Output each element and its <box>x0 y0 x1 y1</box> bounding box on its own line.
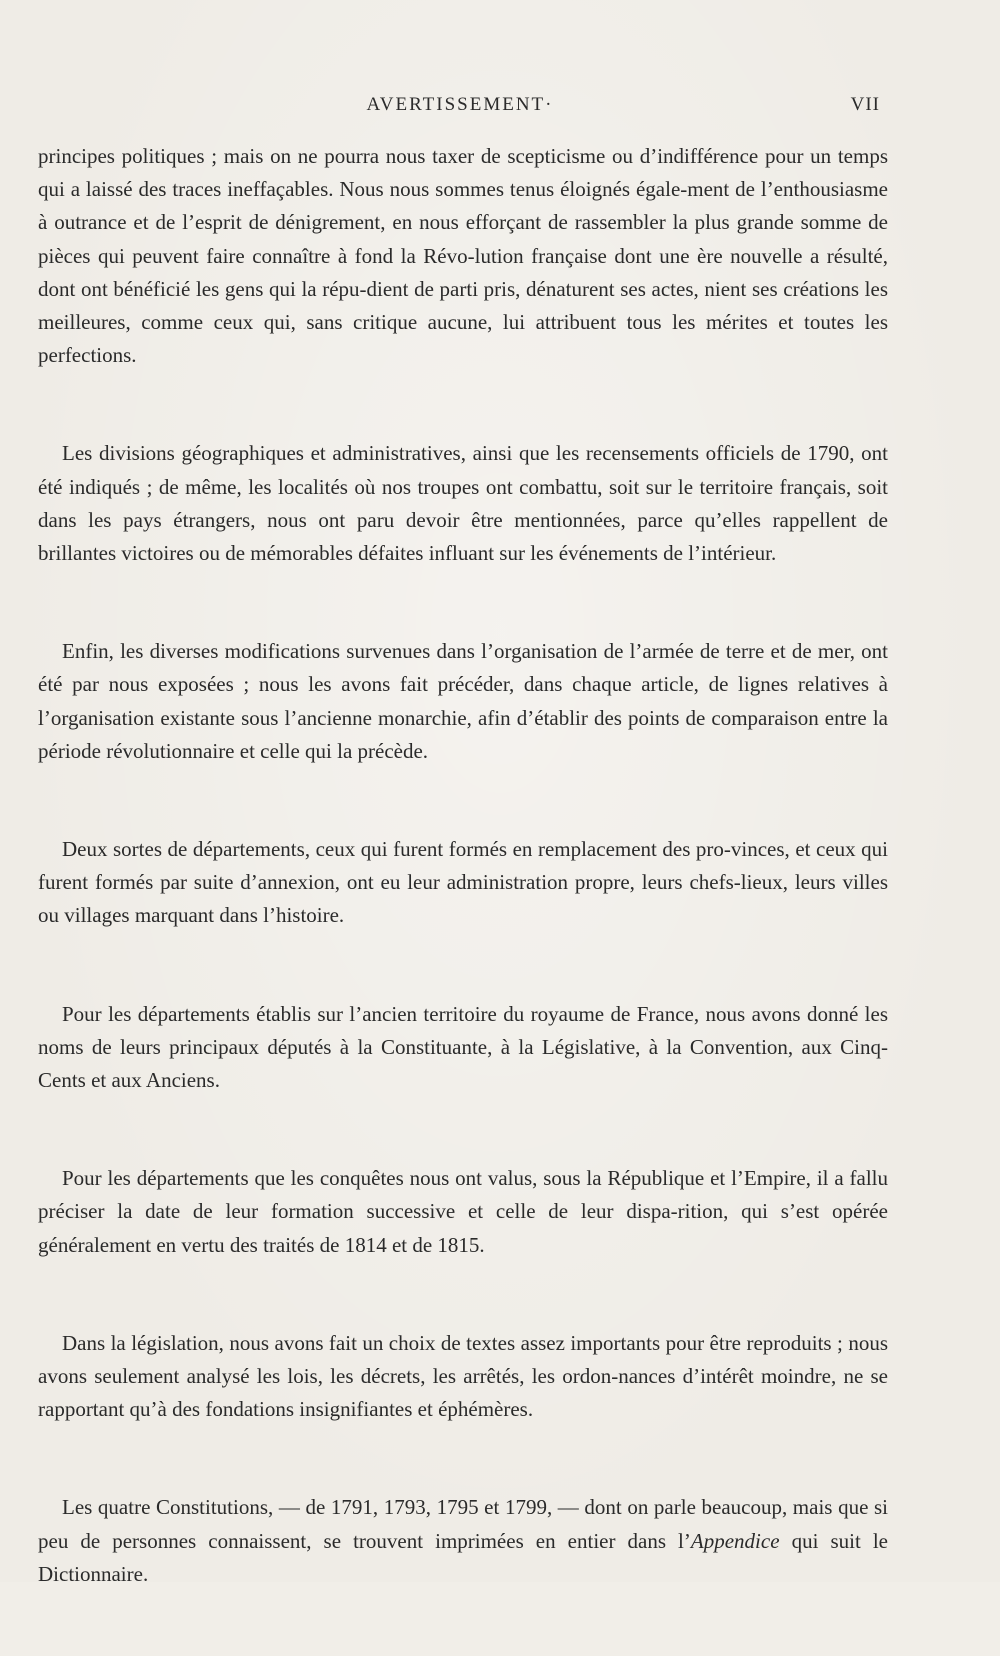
running-head <box>40 94 880 118</box>
page-number: VII <box>850 94 880 115</box>
paragraph: Pour les départements que les conquêtes nous ont valus, sous la République et l’Empire, il a fallu préciser la date de leur formation successive et celle de leur dispa-rition, qui s’est opérée généralement en vertu des traités de 1814 et de 1815. <box>38 1166 888 1257</box>
paragraph: Les divisions géographiques et administratives, ainsi que les recensements officiels de 1790, ont été indiqués ; de même, les localités où nos troupes ont combattu, soit sur le territoire français, soit dans les pays étrangers, nous ont paru devoir être mentionnées, parce qu’elles rappellent de brillantes victoires ou de mémorables défaites influant sur les événements de l’intérieur. <box>38 441 888 566</box>
running-head-title: AVERTISSEMENT· <box>366 94 554 115</box>
paragraph: Enfin, les diverses modifications survenues dans l’organisation de l’armée de terre et de mer, ont été par nous exposées ; nous les avons fait précéder, dans chaque article, de lignes relatives à l’organisation existante sous l’ancienne monarchie, afin d’établir des points de comparaison entre la période révolutionnaire et celle qui la précède. <box>38 639 888 763</box>
paragraph-last <box>38 1491 888 1591</box>
body-text <box>38 140 888 1656</box>
paragraph: Deux sortes de départements, ceux qui furent formés en remplacement des pro-vinces, et ceux qui furent formés par suite d’annexion, ont eu leur administration propre, leurs chefs-lieux, leurs villes ou villages marquant dans l’histoire. <box>38 837 888 928</box>
paragraph: Dans la législation, nous avons fait un choix de textes assez importants pour être reproduits ; nous avons seulement analysé les lois, les décrets, les arrêtés, les ordon-nances d’intérêt moindre, ne se rapportant qu’à des fondations insignifiantes et éphémères. <box>38 1330 888 1422</box>
paragraph: Pour les départements établis sur l’ancien territoire du royaume de France, nous avons donné les noms de leurs principaux députés à la Constituante, à la Législative, à la Convention, aux Cinq-Cents et aux Anciens. <box>38 1001 888 1093</box>
paragraph-text: qui suit le Dictionnaire. <box>38 1528 888 1586</box>
appendix-reference: Appendice <box>690 1528 780 1553</box>
paragraph: principes politiques ; mais on ne pourra nous taxer de scepticisme ou d’indifférence pour un temps qui a laissé des traces ineffaçables. Nous nous sommes tenus éloignés égale-ment de l’enthousiasme à outrance et de l’esprit de dénigrement, en nous efforçant de rassembler la plus grande somme de pièces qui peuvent faire connaître à fond la Révo-lution française dont une ère nouvelle a résulté, dont ont bénéficié les gens qui la répu-dient de parti pris, dénaturent ses actes, nient ses créations les meilleures, comme ceux qui, sans critique aucune, lui attribuent tous les mérites et toutes les perfections. <box>38 144 888 368</box>
paragraph-text: Les quatre Constitutions, — de 1791, 1793, 1795 et 1799, — dont on parle beaucoup, mais que si peu de personnes connaissent, se trouvent imprimées en entier dans l’ <box>38 1495 888 1553</box>
